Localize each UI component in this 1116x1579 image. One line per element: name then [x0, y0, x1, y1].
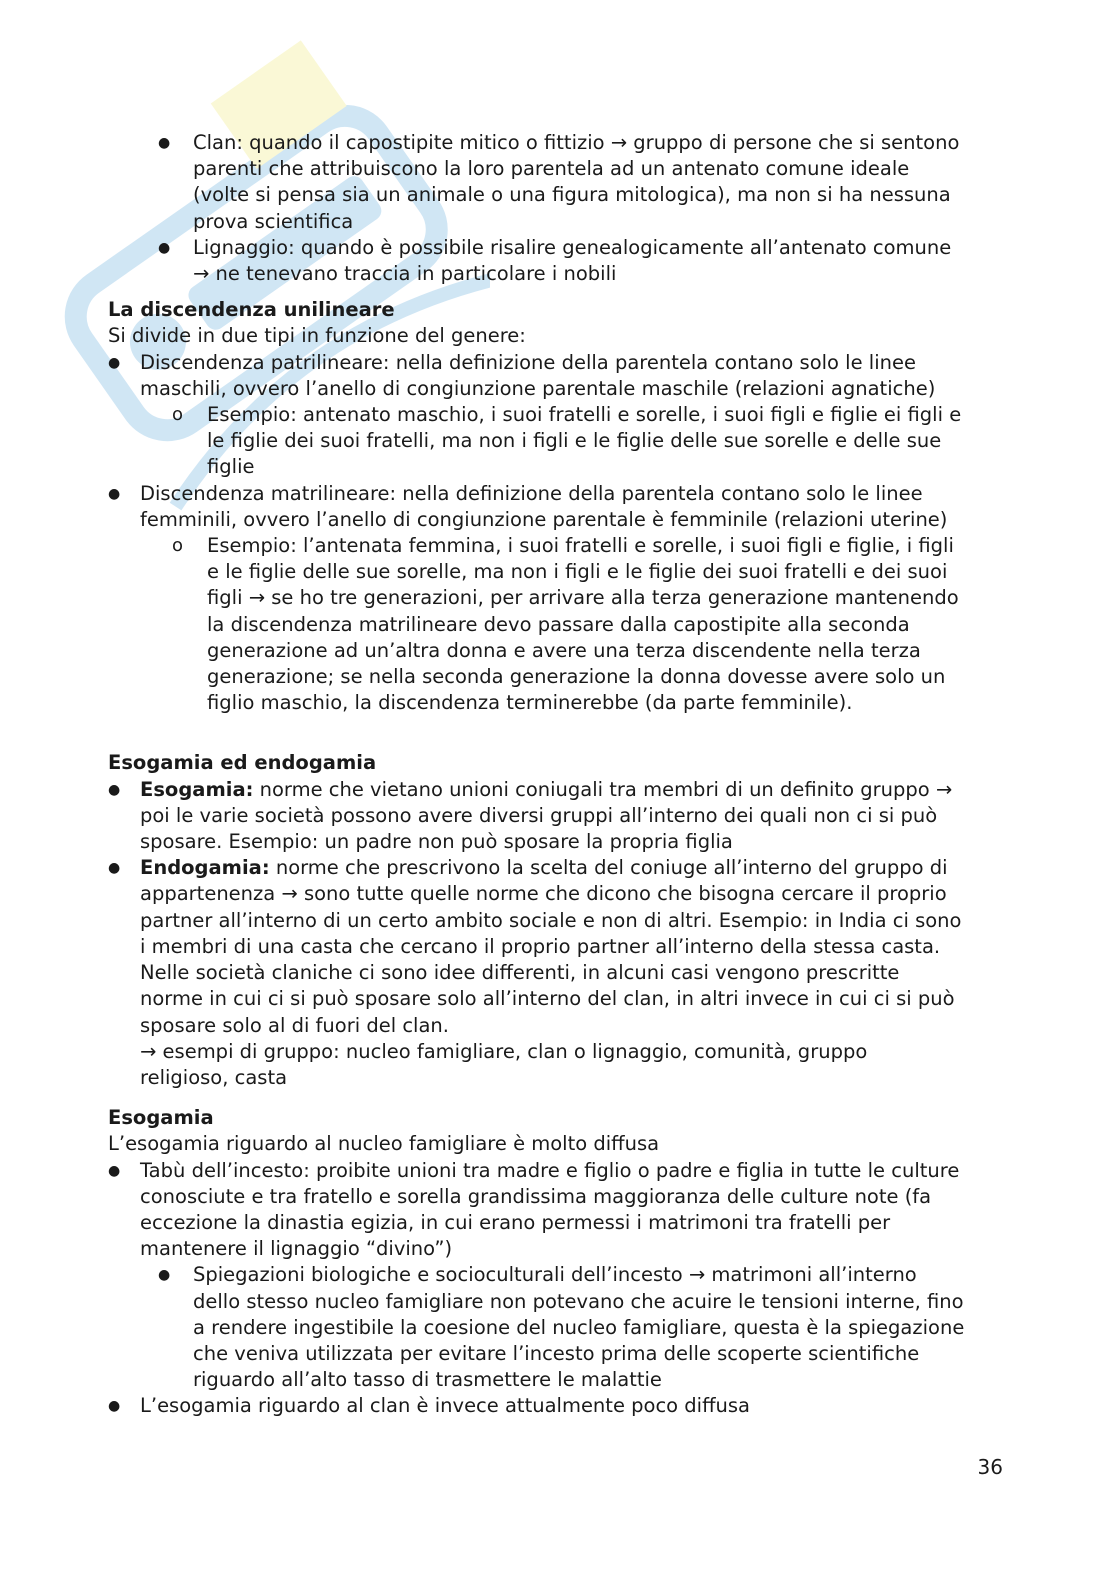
- text-line: partner all’interno di un certo ambito sociale e non di altri. Esempio: in India ci sono: [140, 908, 962, 932]
- bullet-icon: ●: [108, 1162, 121, 1179]
- list-item-tabu: [108, 1158, 1008, 1263]
- text-line: Esempio: l’antenata femmina, i suoi fratelli e sorelle, i suoi figli e figlie, i figli: [207, 534, 954, 558]
- list-item-endogamia: [108, 855, 1008, 1091]
- bullet-icon: ●: [108, 485, 121, 502]
- list-item-matrilineare: [108, 481, 1008, 533]
- text-line: femminili, ovvero l’anello di congiunzione parentale è femminile (relazioni uterine): [140, 507, 948, 531]
- text-line: L’esogamia riguardo al clan è invece attualmente poco diffusa: [140, 1394, 750, 1418]
- page-number: 36: [977, 1455, 1003, 1479]
- text-line: sposare. Esempio: un padre non può sposare la propria figlia: [140, 830, 733, 854]
- text-line: prova scientifica: [193, 209, 354, 233]
- text-line: Spiegazioni biologiche e socioculturali dell’incesto → matrimoni all’interno: [193, 1263, 917, 1287]
- term-esogamia: Esogamia:: [140, 777, 254, 801]
- text-line: Discendenza patrilineare: nella definizione della parentela contano solo le linee: [140, 350, 916, 374]
- bullet-icon: ●: [108, 1398, 121, 1415]
- text-line: → esempi di gruppo: nucleo famigliare, clan o lignaggio, comunità, gruppo: [140, 1039, 868, 1063]
- text-line: [108, 777, 1008, 803]
- bullet-icon: ●: [108, 354, 121, 371]
- list-item-lignaggio: [108, 235, 1008, 287]
- text-line: religioso, casta: [140, 1065, 288, 1089]
- text-line: che veniva utilizzata per evitare l’incesto prima delle scoperte scientifiche: [193, 1341, 920, 1365]
- section-heading-esogamia-endogamia: Esogamia ed endogamia: [108, 751, 377, 775]
- definition-text: norme che prescrivono la scelta del coniuge all’interno del gruppo di: [269, 856, 948, 880]
- circle-bullet-icon: o: [172, 404, 184, 426]
- text-line: eccezione la dinastia egizia, in cui erano permessi i matrimoni tra fratelli per: [140, 1210, 891, 1234]
- text-line: poi le varie società possono avere diversi gruppi all’interno dei quali non ci si può: [140, 803, 938, 827]
- text-line: dello stesso nucleo famigliare non potevano che acuire le tensioni interne, fino: [193, 1289, 964, 1313]
- text-line: Tabù dell’incesto: proibite unioni tra madre e figlio o padre e figlia in tutte le culture: [140, 1158, 960, 1182]
- text-line: parenti che attribuiscono la loro parentela ad un antenato comune ideale: [193, 157, 910, 181]
- text-line: sposare solo al di fuori del clan.: [140, 1013, 449, 1037]
- text-line: mantenere il lignaggio “divino”): [140, 1237, 453, 1261]
- list-item-esogamia-clan: [108, 1393, 1008, 1419]
- text-line: (volte si pensa sia un animale o una figura mitologica), ma non si ha nessuna: [193, 183, 951, 207]
- circle-bullet-icon: o: [172, 535, 184, 557]
- text-line: figlie: [207, 455, 255, 479]
- page-content: [108, 130, 1008, 1420]
- definition-text: norme che vietano unioni coniugali tra membri di un definito gruppo →: [253, 777, 953, 801]
- text-line: Nelle società claniche ci sono idee differenti, in alcuni casi vengono prescritte: [140, 961, 900, 985]
- section-heading-unilineare: La discendenza unilineare: [108, 298, 395, 322]
- section-intro: Si divide in due tipi in funzione del genere:: [108, 324, 526, 348]
- list-item-clan: [108, 130, 1008, 235]
- text-line: i membri di una casta che cercano il proprio partner all’interno della stessa casta.: [140, 934, 941, 958]
- text-line: Clan: quando il capostipite mitico o fittizio → gruppo di persone che si sentono: [193, 131, 960, 154]
- bullet-icon: ●: [108, 781, 121, 798]
- sub-item-matrilineare-example: [108, 533, 1008, 716]
- sub-item-spiegazioni: [108, 1262, 1008, 1393]
- text-line: Lignaggio: quando è possibile risalire genealogicamente all’antenato comune: [193, 235, 952, 259]
- text-line: e le figlie delle sue sorelle, ma non i figli e le figlie dei suoi fratelli e dei suoi: [207, 560, 948, 584]
- bullet-icon: ●: [158, 1267, 171, 1284]
- list-item-patrilineare: [108, 350, 1008, 402]
- text-line: Discendenza matrilineare: nella definizione della parentela contano solo le linee: [140, 481, 923, 505]
- text-line: Esempio: antenato maschio, i suoi fratelli e sorelle, i suoi figli e figlie ei figli e: [207, 403, 962, 427]
- text-line: conosciute e tra fratello e sorella grandissima maggioranza delle culture note (fa: [140, 1184, 932, 1208]
- text-line: la discendenza matrilineare devo passare dalla capostipite alla seconda: [207, 612, 910, 636]
- section-heading-esogamia: Esogamia: [108, 1106, 214, 1130]
- bullet-icon: ●: [158, 135, 171, 151]
- text-line: a rendere ingestibile la coesione del nucleo famigliare, questa è la spiegazione: [193, 1315, 965, 1339]
- text-line: → ne tenevano traccia in particolare i nobili: [193, 262, 617, 286]
- term-endogamia: Endogamia:: [140, 856, 270, 880]
- text-line: figlio maschio, la discendenza terminerebbe (da parte femminile).: [207, 691, 853, 715]
- sub-item-patrilineare-example: [108, 402, 1008, 481]
- section-intro: L’esogamia riguardo al nucleo famigliare è molto diffusa: [108, 1132, 660, 1156]
- bullet-icon: ●: [158, 239, 171, 256]
- text-line: norme in cui ci si può sposare solo all’interno del clan, in altri invece in cui ci si può: [140, 987, 955, 1011]
- list-item-esogamia: [108, 777, 1008, 856]
- text-line: generazione; se nella seconda generazione la donna dovesse avere solo un: [207, 665, 946, 689]
- text-line: generazione ad un’altra donna e avere una terza discendente nella terza: [207, 638, 921, 662]
- text-line: appartenenza → sono tutte quelle norme che dicono che bisogna cercare il proprio: [140, 882, 947, 906]
- text-line: le figlie dei suoi fratelli, ma non i figli e le figlie delle sue sorelle e delle sue: [207, 429, 942, 453]
- text-line: riguardo all’alto tasso di trasmettere le malattie: [193, 1368, 662, 1392]
- bullet-icon: ●: [108, 860, 121, 877]
- text-line: [108, 855, 1008, 881]
- text-line: maschili, ovvero l’anello di congiunzione parentale maschile (relazioni agnatiche): [140, 376, 936, 400]
- text-line: figli → se ho tre generazioni, per arrivare alla terza generazione mantenendo: [207, 586, 959, 610]
